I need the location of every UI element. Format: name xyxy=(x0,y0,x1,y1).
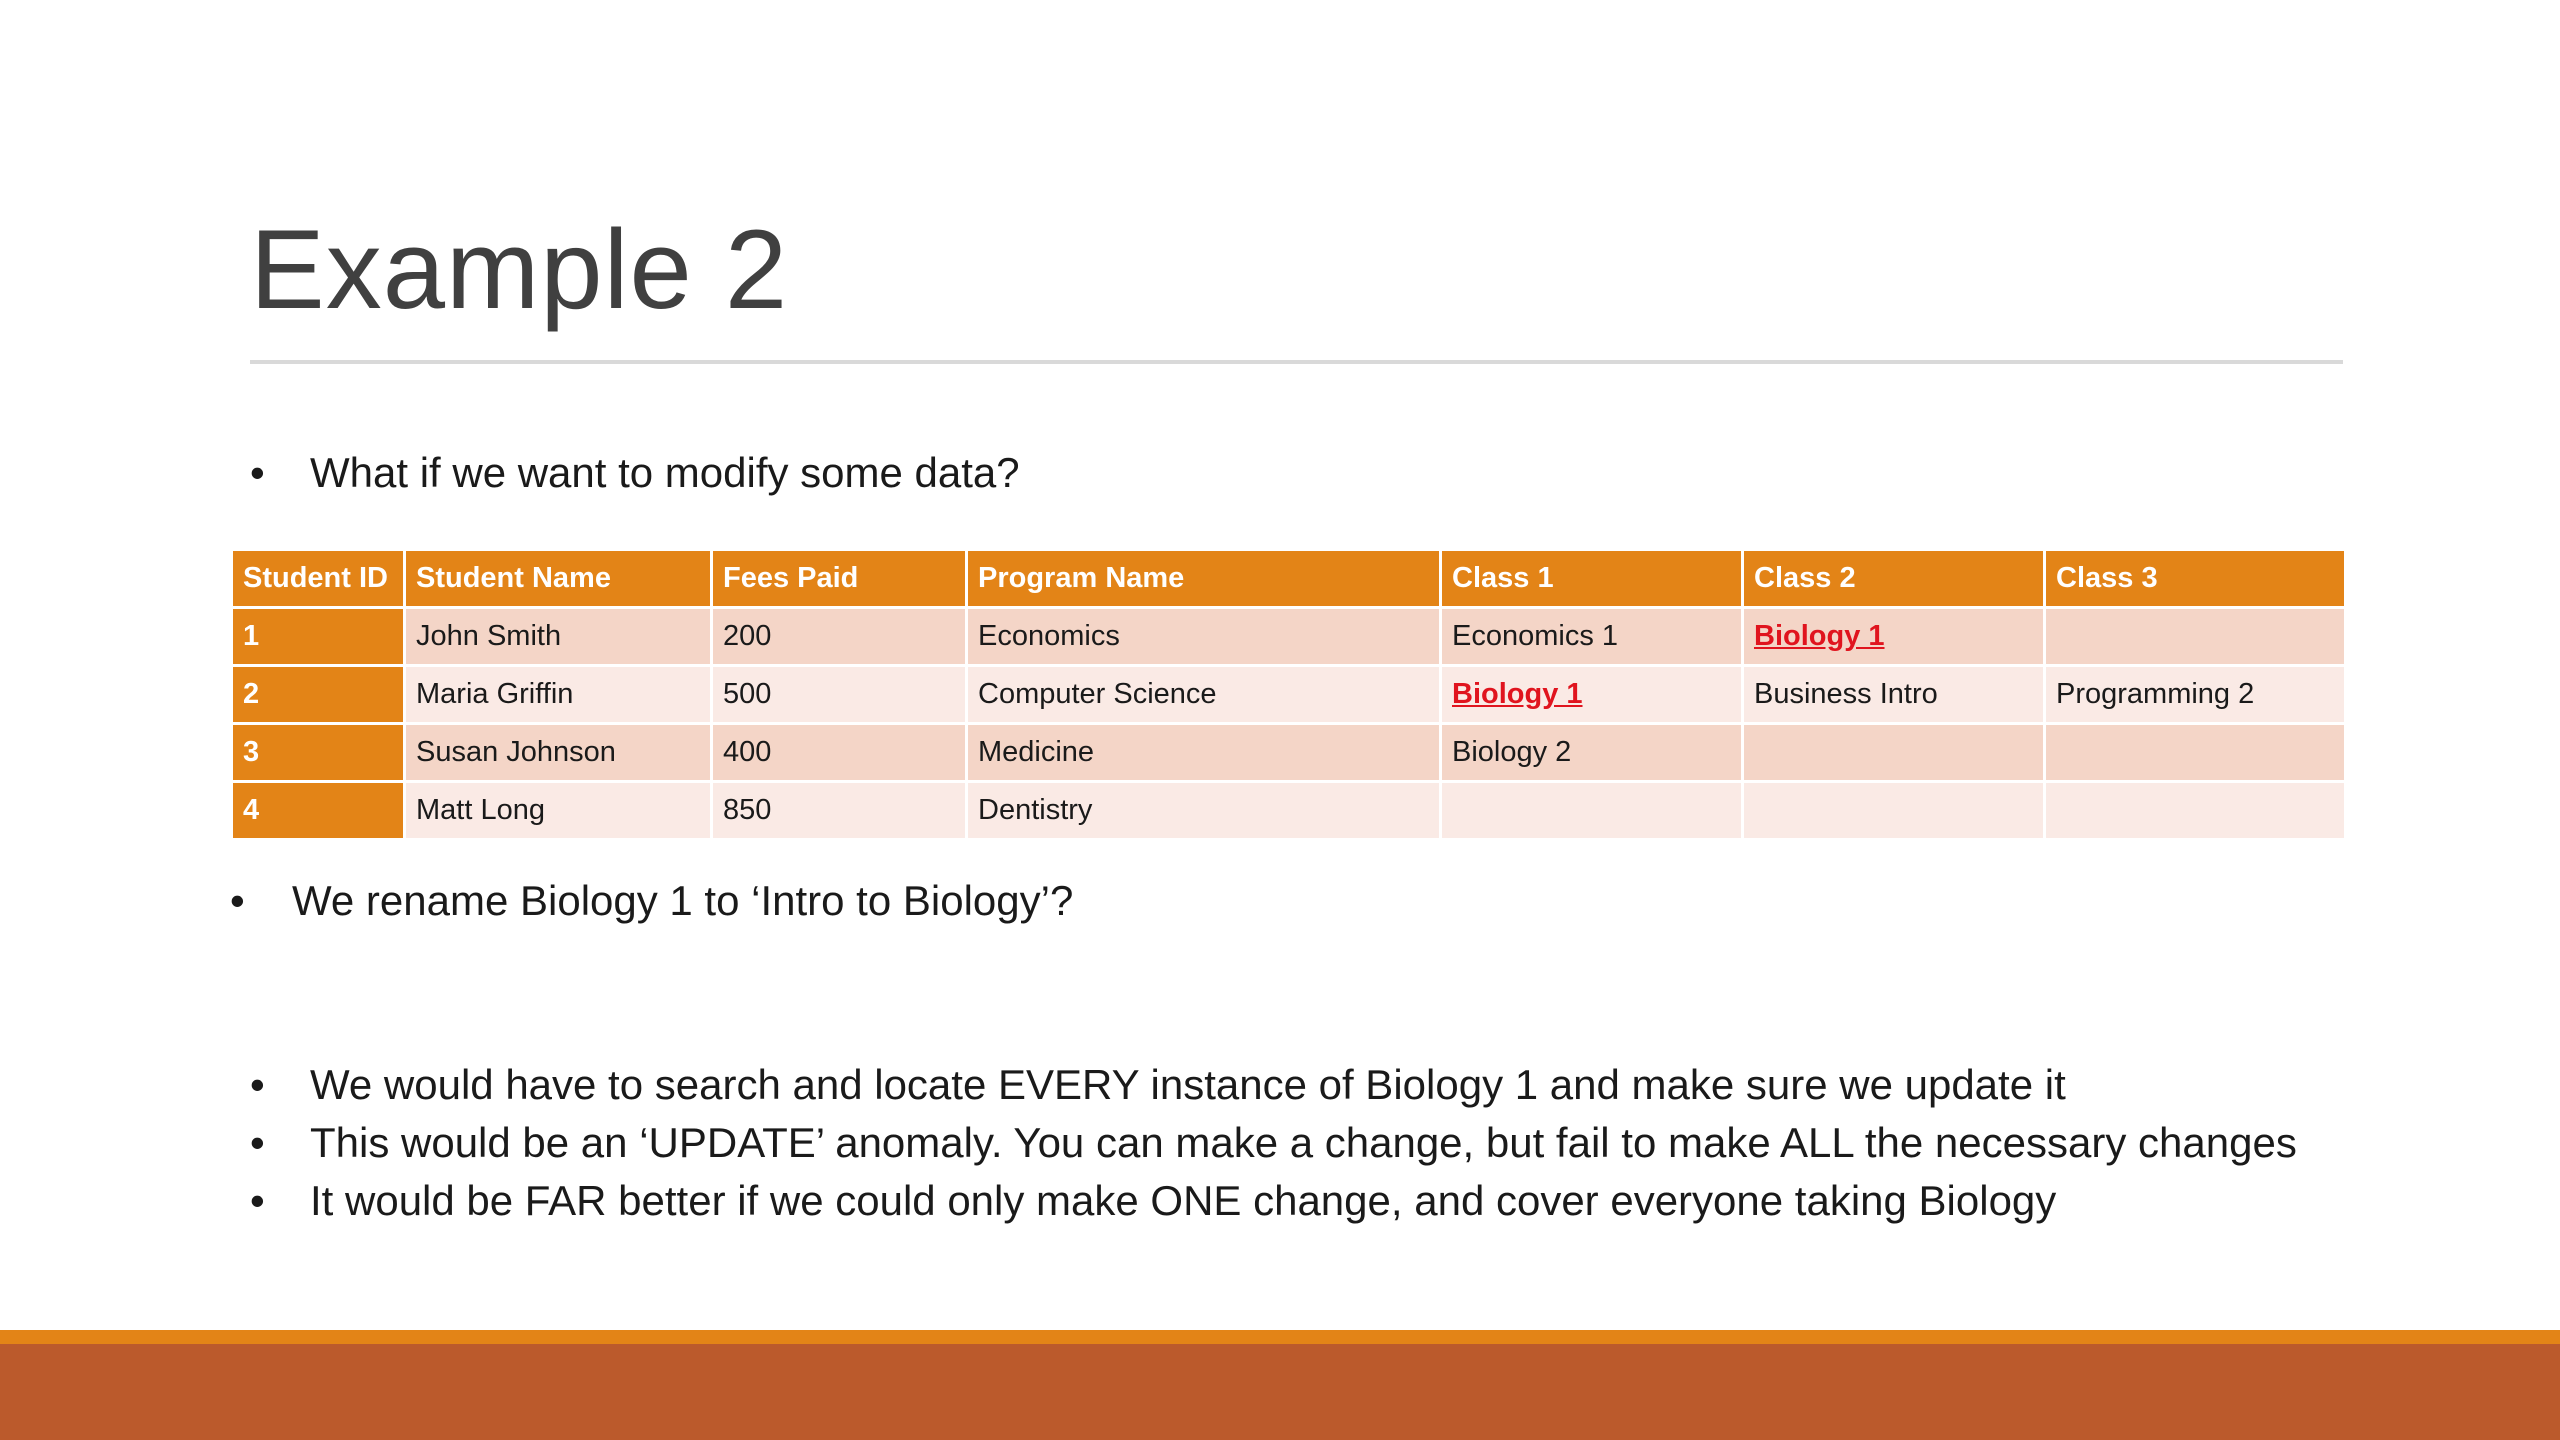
cell-student-name: Maria Griffin xyxy=(405,666,712,724)
cell-fees-paid: 500 xyxy=(712,666,967,724)
footer-band xyxy=(0,1344,2560,1440)
cell-student-id: 1 xyxy=(232,608,405,666)
cell-class-3: Programming 2 xyxy=(2045,666,2346,724)
list-item xyxy=(250,1172,2350,1230)
cell-program-name: Economics xyxy=(967,608,1441,666)
cell-program-name: Dentistry xyxy=(967,782,1441,840)
highlighted-class: Biology 1 xyxy=(1754,620,1885,652)
bullet-text: It would be FAR better if we could only make ONE change, and cover everyone taking Biology xyxy=(310,1177,2057,1224)
cell-class-3 xyxy=(2045,782,2346,840)
bullet-text: We would have to search and locate EVERY instance of Biology 1 and make sure we update it xyxy=(310,1061,2066,1108)
bullet-glyph: • xyxy=(250,1061,265,1108)
highlighted-class: Biology 1 xyxy=(1452,678,1583,710)
cell-student-id: 4 xyxy=(232,782,405,840)
cell-student-name: Matt Long xyxy=(405,782,712,840)
table-row xyxy=(232,782,2346,840)
cell-student-name: John Smith xyxy=(405,608,712,666)
cell-class-1 xyxy=(1441,666,1743,724)
cell-student-id: 2 xyxy=(232,666,405,724)
list-item xyxy=(250,1056,2350,1114)
header-student-name: Student Name xyxy=(405,550,712,608)
table-header-row xyxy=(232,550,2346,608)
cell-student-name: Susan Johnson xyxy=(405,724,712,782)
table-row xyxy=(232,724,2346,782)
bullet-text: We rename Biology 1 to ‘Intro to Biology’? xyxy=(292,877,1074,924)
table-row xyxy=(232,608,2346,666)
cell-class-1: Biology 2 xyxy=(1441,724,1743,782)
cell-class-2: Business Intro xyxy=(1743,666,2045,724)
header-class-2: Class 2 xyxy=(1743,550,2045,608)
cell-fees-paid: 400 xyxy=(712,724,967,782)
list-item xyxy=(250,1114,2350,1172)
bullet-item-question xyxy=(250,444,1020,502)
cell-student-id: 3 xyxy=(232,724,405,782)
cell-class-3 xyxy=(2045,724,2346,782)
bullet-item-rename xyxy=(230,872,1073,930)
cell-fees-paid: 200 xyxy=(712,608,967,666)
bullet-text: What if we want to modify some data? xyxy=(310,449,1020,496)
bullet-glyph: • xyxy=(250,449,265,496)
header-fees-paid: Fees Paid xyxy=(712,550,967,608)
cell-class-2 xyxy=(1743,724,2045,782)
cell-class-2 xyxy=(1743,608,2045,666)
slide-title: Example 2 xyxy=(250,207,789,332)
bullet-glyph: • xyxy=(250,1119,265,1166)
header-class-1: Class 1 xyxy=(1441,550,1743,608)
bullet-text: This would be an ‘UPDATE’ anomaly. You can make a change, but fail to make ALL the necessary changes xyxy=(310,1119,2297,1166)
header-class-3: Class 3 xyxy=(2045,550,2346,608)
cell-fees-paid: 850 xyxy=(712,782,967,840)
student-table xyxy=(230,548,2347,841)
footer-accent-stripe xyxy=(0,1330,2560,1344)
cell-class-2 xyxy=(1743,782,2045,840)
header-student-id: Student ID xyxy=(232,550,405,608)
cell-program-name: Medicine xyxy=(967,724,1441,782)
cell-class-1 xyxy=(1441,782,1743,840)
cell-class-1: Economics 1 xyxy=(1441,608,1743,666)
bullet-glyph: • xyxy=(230,877,245,924)
table-row xyxy=(232,666,2346,724)
header-program-name: Program Name xyxy=(967,550,1441,608)
title-divider xyxy=(250,360,2343,364)
bullet-glyph: • xyxy=(250,1177,265,1224)
bullet-list-consequences xyxy=(250,1056,2350,1230)
cell-class-3 xyxy=(2045,608,2346,666)
cell-program-name: Computer Science xyxy=(967,666,1441,724)
